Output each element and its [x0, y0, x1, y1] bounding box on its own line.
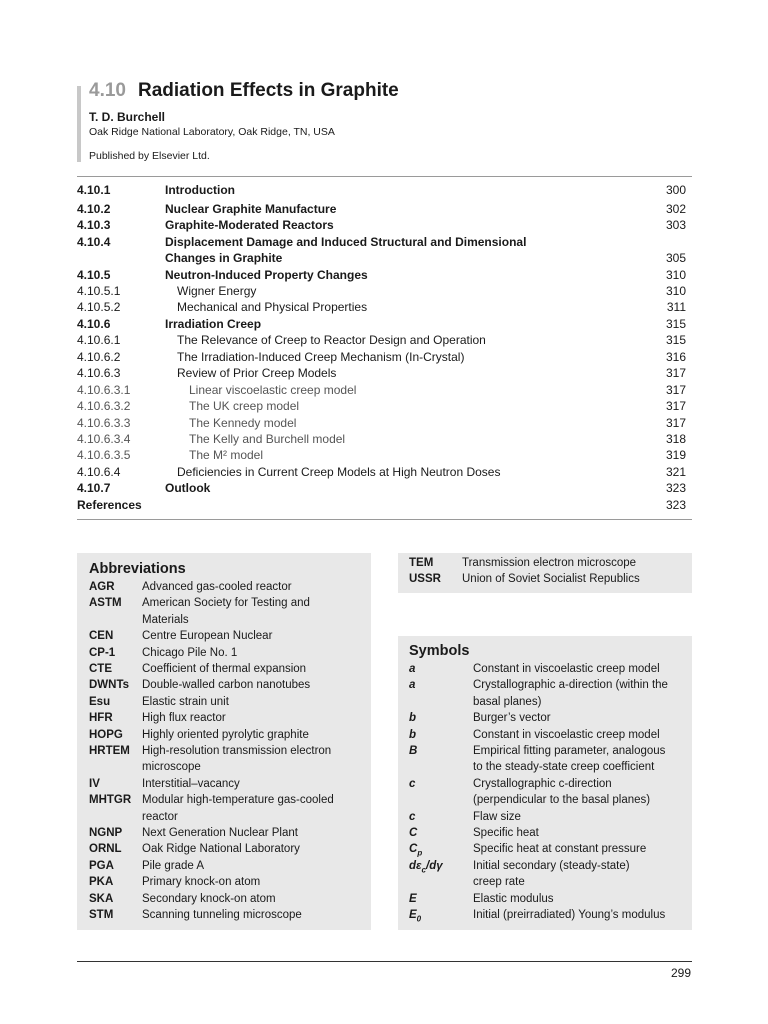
toc-entry-title: Displacement Damage and Induced Structural and Dimensional: [165, 235, 527, 249]
toc-entry-number: References: [77, 498, 142, 512]
toc-entry-page: 323: [665, 481, 686, 495]
abbreviations-panel: [77, 553, 371, 930]
author: T. D. Burchell: [89, 110, 166, 124]
toc-entry-page: 319: [665, 448, 686, 462]
header-accent-bar: [77, 86, 81, 162]
toc-entry-number: 4.10.5.1: [77, 284, 121, 298]
glossary-definition-line: Crystallographic c-direction: [473, 777, 612, 790]
toc-entry[interactable]: [77, 382, 692, 398]
glossary-definition-line: microscope: [142, 761, 201, 774]
toc-entry-number: 4.10.6.1: [77, 333, 121, 347]
toc-entry-page: 310: [665, 268, 686, 282]
toc-entry[interactable]: [77, 316, 692, 332]
glossary-definition-line: creep rate: [473, 876, 525, 889]
glossary-definition: [473, 661, 660, 677]
glossary-definition: [142, 661, 306, 677]
glossary-definition-line: Constant in viscoelastic creep model: [473, 728, 660, 741]
glossary-definition: [473, 858, 630, 891]
glossary-definition: [142, 858, 204, 874]
page-number: 299: [670, 966, 691, 980]
glossary-term: HFR: [89, 712, 113, 725]
toc-entry-page: 318: [665, 432, 686, 446]
toc-entry-page: 315: [665, 333, 686, 347]
glossary-definition: [142, 874, 260, 890]
glossary-term: a: [409, 679, 416, 692]
toc-entry[interactable]: [77, 182, 692, 198]
toc-entry-number: 4.10.7: [77, 481, 111, 495]
glossary-definition: [473, 727, 660, 743]
glossary-term: $E_0$: [409, 909, 422, 924]
toc-entry-page: 305: [665, 251, 686, 265]
glossary-definition: [142, 743, 331, 776]
toc-entry-title: The Relevance of Creep to Reactor Design and Operation: [177, 333, 486, 347]
glossary-definition-line: Transmission electron microscope: [462, 557, 637, 569]
toc-entry[interactable]: [77, 398, 692, 414]
glossary-definition: [142, 628, 272, 644]
glossary-term: Esu: [89, 695, 111, 708]
glossary-definition-line: Secondary knock-on atom: [142, 892, 276, 905]
glossary-term: C: [409, 827, 418, 839]
toc-entry-number: 4.10.6.3: [77, 366, 121, 380]
glossary-definition-line: Primary knock-on atom: [142, 876, 261, 889]
toc-entry-title: Graphite-Moderated Reactors: [165, 218, 334, 232]
toc-entry-title: The M² model: [189, 448, 264, 462]
toc-entry-number: 4.10.1: [77, 183, 111, 197]
glossary-definition-line: Oak Ridge National Laboratory: [142, 843, 300, 856]
glossary-term: CEN: [89, 630, 114, 643]
toc-entry[interactable]: [77, 497, 692, 513]
glossary-definition-line: Pile grade A: [142, 859, 205, 872]
glossary-definition-line: Constant in viscoelastic creep model: [473, 663, 660, 675]
glossary-definition: [142, 645, 237, 661]
glossary-term: PKA: [89, 876, 114, 889]
toc-entry-page: 300: [665, 183, 686, 197]
toc-entry[interactable]: [77, 365, 692, 381]
toc-entry[interactable]: [77, 464, 692, 480]
glossary-term: NGNP: [89, 827, 123, 839]
chapter-title: [89, 80, 399, 102]
glossary-definition-line: Elastic strain unit: [142, 695, 229, 708]
glossary-definition: [142, 694, 229, 710]
toc-entry-page: 311: [666, 300, 686, 314]
toc-entry-page: 315: [665, 317, 686, 331]
toc-entry[interactable]: [77, 447, 692, 463]
toc-entry-number: 4.10.6.3.5: [77, 448, 131, 462]
glossary-definition-line: Crystallographic a-direction (within the: [473, 679, 668, 692]
glossary-definition: [473, 907, 665, 923]
toc-entry-page: 317: [665, 366, 686, 380]
glossary-definition: [473, 677, 668, 710]
toc-entry-title: The Kennedy model: [189, 416, 297, 430]
glossary-term: USSR: [409, 573, 441, 586]
glossary-definition: [142, 579, 292, 595]
glossary-definition-line: High-resolution transmission electron: [142, 745, 332, 757]
toc-entry-page: 316: [665, 350, 686, 364]
glossary-definition: [473, 809, 521, 825]
toc-entry[interactable]: [77, 415, 692, 431]
glossary-term: STM: [89, 909, 114, 921]
toc-entry-number: 4.10.6.3.4: [77, 432, 131, 446]
glossary-term: $d\varepsilon_c/d\gamma$: [409, 859, 443, 875]
glossary-definition-line: to the steady-state creep coefficient: [473, 761, 655, 774]
footer-rule: [77, 961, 692, 962]
glossary-term: CP-1: [89, 646, 116, 659]
toc-entry-title: Wigner Energy: [177, 284, 257, 298]
toc-entry[interactable]: [77, 480, 692, 496]
toc-entry-number: 4.10.5.2: [77, 300, 121, 314]
glossary-definition-line: Advanced gas-cooled reactor: [142, 581, 292, 593]
chapter-title-text: Radiation Effects in Graphite: [137, 80, 399, 101]
glossary-definition: [473, 891, 554, 907]
glossary-definition: [473, 710, 551, 726]
glossary-definition-line: (perpendicular to the basal planes): [473, 794, 651, 807]
glossary-definition-line: Double-walled carbon nanotubes: [142, 679, 311, 692]
glossary-definition-line: High flux reactor: [142, 712, 226, 725]
toc-entry-number: 4.10.6: [77, 317, 111, 331]
glossary-definition-line: Coefficient of thermal expansion: [142, 663, 307, 675]
abbreviations-continued-panel: [398, 553, 692, 593]
glossary-term: c: [409, 777, 416, 790]
glossary-definition: [142, 595, 310, 628]
glossary-definition-line: Specific heat at constant pressure: [473, 843, 647, 856]
toc-entry-title: Changes in Graphite: [165, 251, 283, 265]
toc-entry[interactable]: [77, 201, 692, 217]
glossary-definition-line: Next Generation Nuclear Plant: [142, 827, 298, 839]
toc-entry[interactable]: [77, 267, 692, 283]
toc-entry-number: 4.10.3: [77, 218, 111, 232]
toc-entry[interactable]: [77, 217, 692, 233]
glossary-definition: [142, 841, 300, 857]
glossary-definition-line: Modular high-temperature gas-cooled: [142, 794, 334, 807]
glossary-definition-line: Materials: [142, 613, 189, 626]
glossary-definition-line: American Society for Testing and: [142, 597, 310, 610]
toc-entry-page: 303: [665, 218, 686, 232]
glossary-term: MHTGR: [89, 794, 132, 807]
glossary-definition: [462, 571, 640, 587]
toc-entry[interactable]: [77, 349, 692, 365]
toc-entry-title: Linear viscoelastic creep model: [189, 383, 357, 397]
toc-entry-title: Neutron-Induced Property Changes: [165, 268, 368, 282]
publisher: Published by Elsevier Ltd.: [89, 150, 210, 162]
glossary-definition: [473, 776, 650, 809]
toc-entry-number: 4.10.2: [77, 202, 111, 216]
toc-entry-title: The Kelly and Burchell model: [189, 432, 346, 446]
glossary-definition-line: Centre European Nuclear: [142, 630, 273, 643]
glossary-definition: [473, 825, 539, 841]
abbreviations-heading: Abbreviations: [89, 561, 186, 577]
glossary-definition: [473, 841, 646, 857]
glossary-definition: [142, 727, 309, 743]
glossary-term: IV: [89, 777, 100, 790]
toc-entry-title: Nuclear Graphite Manufacture: [165, 202, 337, 216]
glossary-term: HOPG: [89, 728, 123, 741]
toc-entry-page: 317: [665, 416, 686, 430]
toc-entry-title: Review of Prior Creep Models: [177, 366, 337, 380]
toc-entry-title: Outlook: [165, 481, 211, 495]
glossary-definition-line: Flaw size: [473, 810, 521, 823]
glossary-definition-line: Elastic modulus: [473, 892, 554, 905]
glossary-definition-line: Union of Soviet Socialist Republics: [462, 573, 640, 586]
toc-bottom-rule: [77, 519, 692, 520]
toc-entry-title: The Irradiation-Induced Creep Mechanism (In-Crystal): [177, 350, 465, 364]
toc-entry-title: Deficiencies in Current Creep Models at High Neutron Doses: [177, 465, 501, 479]
glossary-term: ORNL: [89, 843, 122, 856]
glossary-definition-line: Interstitial–vacancy: [142, 777, 240, 790]
toc-entry-number: 4.10.6.3.2: [77, 399, 131, 413]
toc-entry-title: Irradiation Creep: [165, 317, 262, 331]
affiliation: Oak Ridge National Laboratory, Oak Ridge, TN, USA: [89, 126, 335, 138]
glossary-definition: [462, 555, 636, 571]
glossary-definition: [142, 776, 240, 792]
glossary-definition: [142, 907, 302, 923]
glossary-term: TEM: [409, 557, 434, 569]
glossary-definition-line: basal planes): [473, 695, 542, 708]
toc-entry[interactable]: [77, 283, 692, 299]
glossary-term: B: [409, 745, 418, 757]
glossary-term: b: [409, 728, 417, 741]
glossary-definition: [142, 825, 298, 841]
symbols-heading: Symbols: [409, 643, 470, 659]
glossary-term: E: [409, 892, 417, 905]
glossary-term: c: [409, 810, 416, 823]
glossary-term: AGR: [89, 581, 115, 593]
glossary-definition-line: Empirical fitting parameter, analogous: [473, 745, 666, 757]
toc-entry-page: 310: [665, 284, 686, 298]
toc-entry-title: Mechanical and Physical Properties: [177, 300, 368, 314]
glossary-definition: [142, 891, 276, 907]
chapter-number: 4.10: [89, 80, 126, 101]
glossary-definition: [142, 677, 310, 693]
toc-top-rule: [77, 176, 692, 177]
glossary-definition-line: Initial (preirradiated) Young’s modulus: [473, 909, 666, 921]
toc-entry-number: 4.10.6.4: [77, 465, 121, 479]
toc-entry-number: 4.10.6.3.1: [77, 383, 131, 397]
glossary-definition-line: Specific heat: [473, 827, 539, 839]
symbols-panel: [398, 636, 692, 930]
toc-entry[interactable]: [77, 250, 692, 266]
glossary-definition: [142, 710, 226, 726]
toc-entry-number: 4.10.6.3.3: [77, 416, 131, 430]
glossary-definition-line: Scanning tunneling microscope: [142, 909, 302, 921]
toc-entry-page: 317: [665, 399, 686, 413]
toc-entry-page: 321: [665, 465, 686, 479]
glossary-term: DWNTs: [89, 679, 130, 692]
glossary-definition-line: Initial secondary (steady-state): [473, 859, 630, 872]
toc-entry-page: 317: [665, 383, 686, 397]
glossary-term: ASTM: [89, 597, 122, 610]
glossary-definition-line: reactor: [142, 810, 178, 823]
glossary-definition-line: Highly oriented pyrolytic graphite: [142, 728, 309, 741]
glossary-term: SKA: [89, 892, 114, 905]
glossary-term: CTE: [89, 663, 112, 675]
glossary-term: a: [409, 663, 416, 675]
toc-entry-number: 4.10.6.2: [77, 350, 121, 364]
glossary-definition: [142, 792, 334, 825]
glossary-term: PGA: [89, 859, 114, 872]
toc-entry-title: Introduction: [165, 183, 235, 197]
toc-entry[interactable]: [77, 332, 692, 348]
toc-entry[interactable]: [77, 431, 692, 447]
toc-entry[interactable]: [77, 299, 692, 315]
toc-entry-page: 302: [665, 202, 686, 216]
toc-entry-number: 4.10.5: [77, 268, 111, 282]
toc-entry-page: 323: [665, 498, 686, 512]
toc-entry[interactable]: [77, 234, 692, 250]
glossary-definition: [473, 743, 665, 776]
glossary-definition-line: Burger’s vector: [473, 712, 551, 725]
glossary-term: HRTEM: [89, 745, 130, 757]
glossary-definition-line: Chicago Pile No. 1: [142, 646, 238, 659]
toc-entry-title: The UK creep model: [189, 399, 300, 413]
toc-entry-number: 4.10.4: [77, 235, 111, 249]
glossary-term: b: [409, 712, 417, 725]
glossary-term: $C_p$: [409, 843, 423, 858]
